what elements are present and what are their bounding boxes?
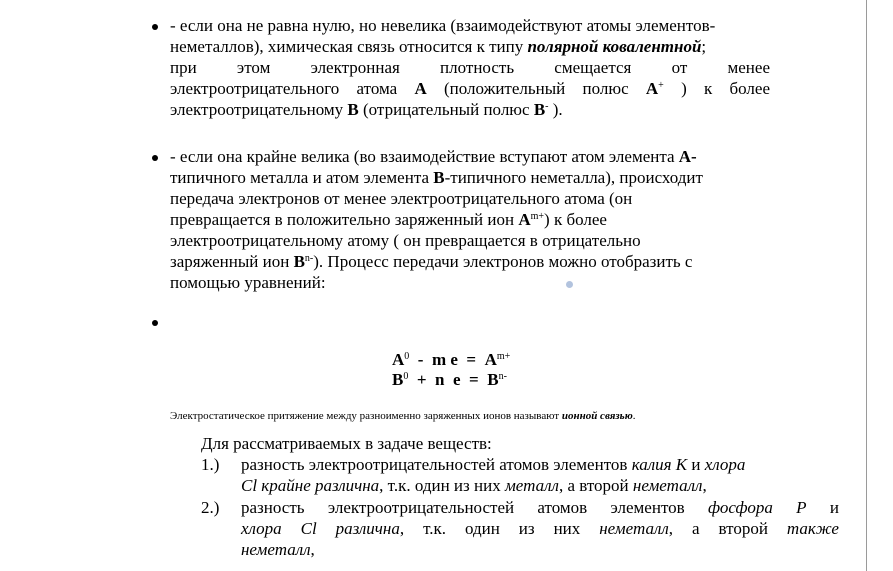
bullet-2: [152, 155, 158, 161]
p2-line1: - если она крайне велика (во взаимодействие вступают атом элемента А-: [170, 147, 697, 166]
bullet-3: [152, 320, 158, 326]
list-text-2: разность электроотрицательностей атомов элементов фосфора Р и хлора Cl различна, т.к. один из них неметалл, а второй также неметалл,: [241, 498, 839, 559]
bullet-1: [152, 24, 158, 30]
p2-line6: заряженный ион $В^{n-}$). Процесс передачи электронов можно отобразить с: [170, 252, 693, 271]
p1-line1: - если она не равна нулю, но невелика (взаимодействуют атомы элементов-: [170, 16, 716, 35]
ionic-bond-note: Электростатическое притяжение между разноименно заряженных ионов называют ионной связью.: [170, 410, 636, 422]
p2-line7: помощью уравнений:: [170, 273, 326, 292]
p2-line4: превращается в положительно заряженный ион $А^{m+}$) к более: [170, 210, 607, 229]
task-intro: Для рассматриваемых в задаче веществ:: [201, 434, 492, 453]
list-item-2: [201, 497, 841, 563]
paragraph-polar-covalent: [170, 15, 770, 120]
p2-line2: типичного металла и атом элемента В-типичного неметалла), происходит: [170, 168, 703, 187]
p2-line5: электроотрицательному атому ( он превращается в отрицательно: [170, 231, 641, 250]
paragraph-ionic: [170, 146, 770, 293]
p1-line2: неметаллов), химическая связь относится к типу полярной ковалентной;: [170, 37, 707, 56]
list-number-1: 1.): [201, 455, 220, 474]
list-item-1: [201, 454, 841, 496]
page-margin-line: [866, 0, 867, 571]
term-polar-covalent: полярной ковалентной: [527, 37, 702, 56]
equation-cation: $А^0$ - m $e = А^{m+}$: [392, 350, 511, 369]
p1-line5: электроотрицательному В (отрицательный полюс В- ).: [170, 100, 563, 119]
equation-anion: $В^0 + n$ $e = В^{n-}$: [392, 370, 507, 389]
list-text-1: разность электроотрицательностей атомов элементов калия К и хлора Cl крайне различна, т.к. один из них металл, а второй неметалл,: [241, 455, 746, 495]
p2-line3: передача электронов от менее электроотрицательного атома (он: [170, 189, 633, 208]
list-number-2: 2.): [201, 498, 220, 517]
cursor-marker: [566, 281, 573, 288]
term-ionic-bond: ионной связью: [561, 410, 633, 422]
p1-line4: электроотрицательного атома А (положительный полюс А+ ) к более: [170, 79, 771, 98]
p1-line3: при этом электронная плотность смещается от менее: [170, 58, 770, 77]
